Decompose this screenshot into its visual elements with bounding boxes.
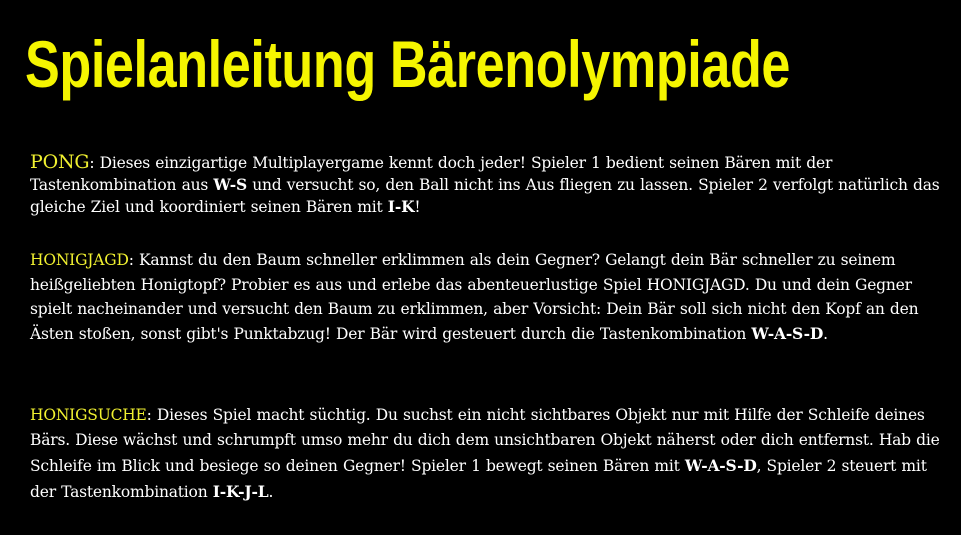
heading-separator: : xyxy=(146,406,157,424)
section-honigjagd xyxy=(30,248,940,346)
section-honigsuche xyxy=(30,403,940,505)
section-heading-pong: PONG xyxy=(30,151,90,173)
section-heading-honigjagd: HONIGJAGD xyxy=(30,251,129,269)
key-combo-player2: I-K-J-L xyxy=(212,482,269,501)
heading-separator: : xyxy=(89,154,100,172)
key-combo: W-A-S-D xyxy=(751,323,824,343)
key-combo-player1: W-S xyxy=(213,175,247,194)
heading-separator: : xyxy=(128,251,139,269)
section-text: ! xyxy=(414,198,421,216)
key-combo-player2: I-K xyxy=(387,197,415,216)
section-text: , Spieler 2 steuert mit der Tastenkombination xyxy=(30,457,927,501)
section-heading-honigsuche: HONIGSUCHE xyxy=(30,406,147,424)
section-text: Dieses Spiel macht süchtig. Du suchst ein nicht sichtbares Objekt nur mit Hilfe der Schleife deines Bärs. Diese wächst und schrumpft umso mehr du dich dem unsichtbaren Objekt näherst oder dich entfernst. Hab die Schleife im Blick und besiege so deinen Gegner! Spieler 1 bewegt seinen Bären mit xyxy=(30,406,940,475)
section-text: Kannst du den Baum schneller erklimmen als dein Gegner? Gelangt dein Bär schneller zu seinem heißgeliebten Honigtopf? Probier es aus und erlebe das abenteuerlustige Spiel HONIGJAGD. Du und dein Gegner spielt nacheinander und versucht den Baum zu erklimmen, aber Vorsicht: Dein Bär soll sich nicht den Kopf an den Ästen stoßen, sonst gibt's Punktabzug! Der Bär wird gesteuert durch die Tastenkombination xyxy=(30,251,919,343)
section-pong xyxy=(30,152,940,218)
page-title: Spielanleitung Bärenolympiade xyxy=(25,27,791,101)
section-text: und versucht so, den Ball nicht ins Aus fliegen zu lassen. Spieler 2 verfolgt natürlich das gleiche Ziel und koordiniert seinen Bären mit xyxy=(30,176,940,216)
section-text: . xyxy=(268,483,274,501)
key-combo-player1: W-A-S-D xyxy=(684,456,757,475)
section-text: Dieses einzigartige Multiplayergame kennt doch jeder! Spieler 1 bedient seinen Bären mit der Tastenkombination aus xyxy=(30,154,833,194)
section-text: . xyxy=(823,324,828,343)
